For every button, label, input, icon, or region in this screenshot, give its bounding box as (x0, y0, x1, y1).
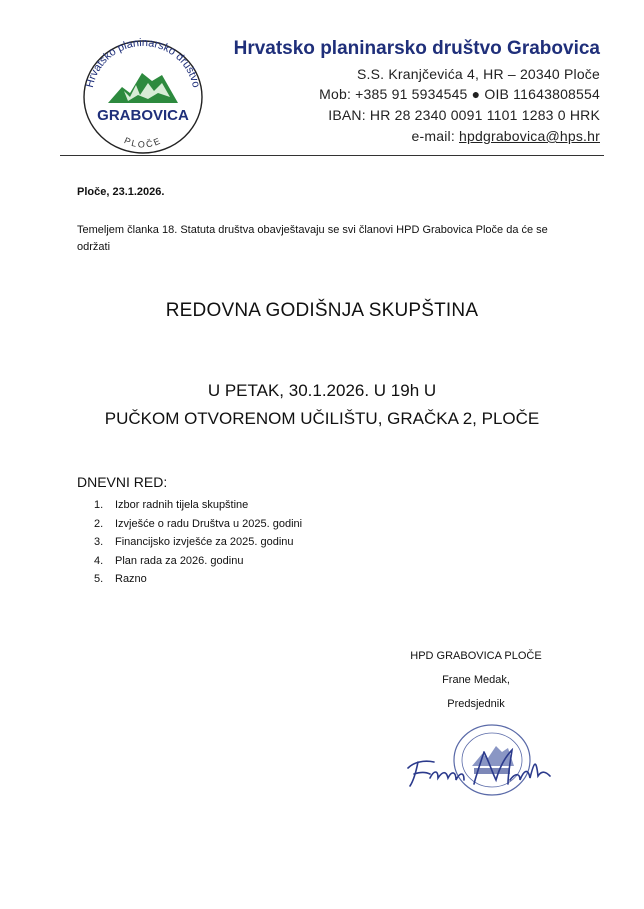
organization-iban: IBAN: HR 28 2340 0091 1101 1283 0 HRK (328, 107, 600, 123)
agenda-item-number: 1. (94, 499, 104, 511)
organization-phone-oib: Mob: +385 91 5934545 ● OIB 11643808554 (319, 86, 600, 102)
meeting-location: PUČKOM OTVORENOM UČILIŠTU, GRAČKA 2, PLOČE (104, 409, 540, 428)
logo-name: GRABOVICA (97, 107, 189, 124)
agenda-item-text: Izbor radnih tijela skupštine (115, 499, 249, 511)
agenda-item-text: Financijsko izvješće za 2025. godinu (115, 536, 294, 548)
signature-organization: HPD GRABOVICA PLOČE (410, 650, 542, 662)
email-link[interactable]: hpdgrabovica@hps.hr (459, 128, 600, 144)
organization-email (412, 128, 600, 144)
agenda-item-number: 3. (94, 536, 104, 548)
logo-town: PLOČE (122, 135, 164, 150)
logo-arc-text: Hrvatsko planinarsko društvo (83, 36, 203, 89)
organization-name: Hrvatsko planinarsko društvo Grabovica (233, 38, 600, 59)
signature-title: Predsjednik (447, 698, 505, 710)
agenda-title: DNEVNI RED: (77, 474, 168, 490)
intro-paragraph: Temeljem članka 18. Statuta društva obavještavaju se svi članovi HPD Grabovica Ploče da će se održati (77, 224, 548, 253)
agenda-item-text: Razno (115, 573, 147, 585)
organization-logo (78, 35, 208, 155)
stamp-icon (454, 725, 530, 795)
agenda-item (94, 533, 302, 552)
agenda-item (94, 515, 302, 534)
agenda-item-number: 2. (94, 517, 104, 530)
agenda-item (94, 570, 302, 589)
header-divider (60, 155, 604, 156)
stamp-and-signature (404, 722, 564, 802)
agenda-item-text: Plan rada za 2026. godinu (115, 554, 244, 567)
meeting-date-time: U PETAK, 30.1.2026. U 19h U (207, 381, 437, 400)
email-label: e-mail: (411, 128, 460, 144)
mountain-logo-icon (78, 35, 208, 155)
agenda-item (94, 496, 302, 515)
organization-address: S.S. Kranjčevića 4, HR – 20340 Ploče (357, 66, 600, 82)
agenda-item-text: Izvješće o radu Društva u 2025. godini (115, 517, 303, 530)
agenda-item (94, 552, 302, 571)
agenda-item-number: 4. (94, 554, 104, 567)
document-date: Ploče, 23.1.2026. (77, 186, 165, 198)
document-heading: REDOVNA GODIŠNJA SKUPŠTINA (165, 300, 479, 321)
signature-name: Frane Medak, (442, 674, 510, 686)
agenda-list (94, 496, 302, 589)
agenda-item-number: 5. (94, 573, 104, 585)
